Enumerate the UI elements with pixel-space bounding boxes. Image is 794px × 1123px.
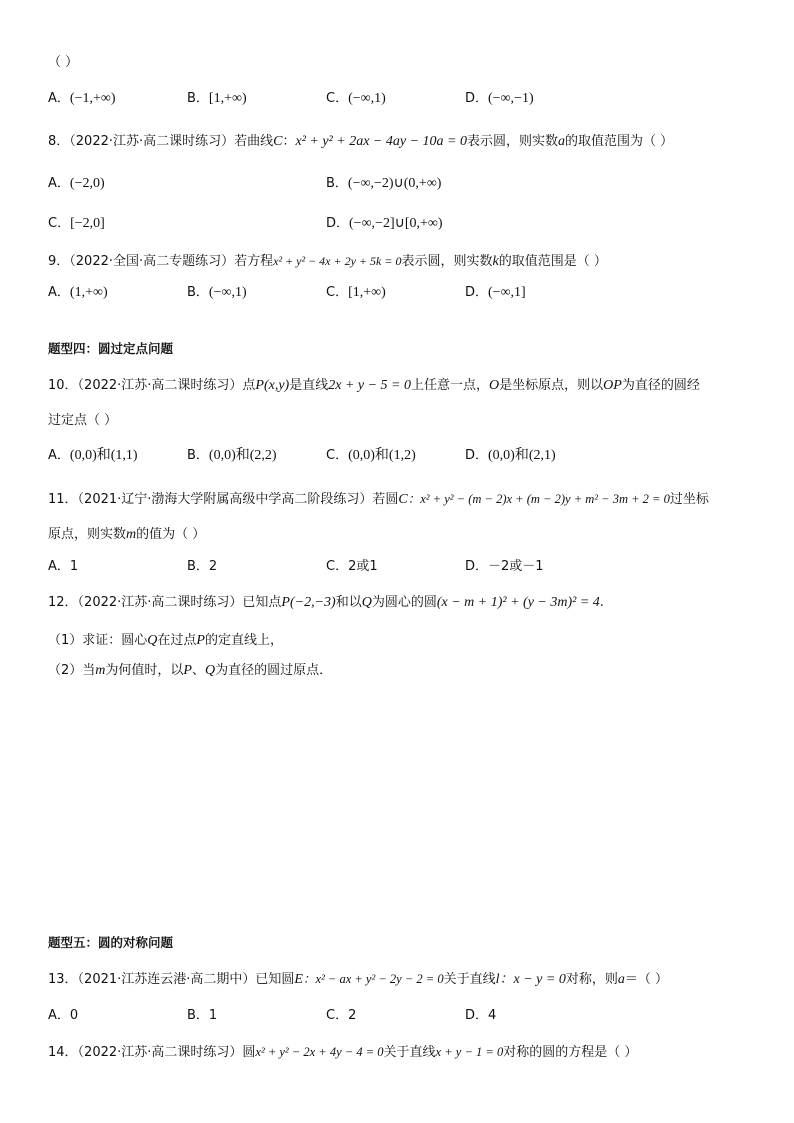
section-heading-5: 题型五：圆的对称问题 bbox=[48, 935, 174, 950]
q13-stem bbox=[48, 970, 668, 989]
q8-prefix: 8．（2022·江苏·高二课时练习）若曲线 bbox=[48, 134, 274, 149]
q9-suffix: 的取值范围是（ ） bbox=[498, 254, 607, 269]
option-value: (−∞,1) bbox=[348, 91, 386, 106]
option-key: A． bbox=[48, 1008, 70, 1023]
option-key: B． bbox=[187, 559, 209, 574]
option-b bbox=[187, 1007, 217, 1025]
option-c bbox=[326, 447, 416, 465]
q11-stem-line2 bbox=[48, 526, 205, 544]
q12-end: . bbox=[599, 595, 604, 610]
option-key: C． bbox=[326, 1008, 349, 1023]
option-a bbox=[48, 447, 138, 465]
option-a bbox=[48, 175, 105, 193]
option-value: (1,+∞) bbox=[69, 285, 108, 300]
option-d bbox=[465, 1007, 496, 1025]
option-key: C． bbox=[326, 559, 349, 574]
option-key: C． bbox=[326, 91, 349, 106]
q10-mid2: 上任意一点， bbox=[411, 378, 490, 393]
option-b bbox=[187, 284, 247, 302]
option-c bbox=[326, 558, 378, 576]
option-value: (−∞,1] bbox=[488, 285, 526, 300]
q9-stem bbox=[48, 252, 607, 271]
option-value: 1 bbox=[208, 1008, 218, 1023]
option-key: D． bbox=[326, 216, 350, 231]
q10-stem bbox=[48, 377, 700, 395]
option-value: [1,+∞) bbox=[208, 91, 247, 106]
option-value: (−∞,−2)∪(0,+∞) bbox=[347, 176, 442, 191]
q11-prefix: 11．（2021·辽宁·渤海大学附属高级中学高二阶段练习）若圆 bbox=[48, 492, 399, 507]
option-b bbox=[187, 90, 247, 108]
q13-suffix: ＝（ ） bbox=[624, 972, 668, 987]
q14-mid: 关于直线 bbox=[383, 1045, 436, 1060]
question-paren: （ ） bbox=[48, 55, 79, 70]
option-key: B． bbox=[187, 1008, 209, 1023]
q8-mid: 表示圆，则实数 bbox=[466, 134, 558, 149]
q11-equation: ：x² + y² − (m − 2)x + (m − 2)y + m² − 3m + 2 = 0 bbox=[407, 492, 670, 506]
option-value: (−2,0) bbox=[69, 176, 105, 191]
q9-prefix: 9．（2022·全国·高二专题练习）若方程 bbox=[48, 254, 274, 269]
q10-suffix: 为直径的圆经 bbox=[621, 378, 700, 393]
q12-mid: 和以 bbox=[335, 595, 362, 610]
option-d bbox=[326, 215, 443, 233]
q14-equation: x² + y² − 2x + 4y − 4 = 0 bbox=[255, 1045, 384, 1059]
q12-mid2: 为圆心的圆 bbox=[371, 595, 437, 610]
q12-sub2a: （2）当 bbox=[48, 663, 96, 678]
q12-sub2m: m bbox=[95, 663, 106, 678]
option-key: D． bbox=[465, 1008, 489, 1023]
option-key: A． bbox=[48, 559, 70, 574]
q11-m: m bbox=[126, 527, 137, 542]
q13-equation: ：x² − ax + y² − 2y − 2 = 0 bbox=[302, 972, 444, 986]
option-c bbox=[326, 284, 386, 302]
q11-suffix: 过坐标 bbox=[669, 492, 709, 507]
option-value: (−∞,1) bbox=[208, 285, 247, 300]
option-b bbox=[187, 558, 217, 576]
option-c bbox=[326, 90, 386, 108]
option-value: 1 bbox=[69, 559, 79, 574]
option-value: (0,0)和(2,2) bbox=[208, 448, 277, 463]
q9-var: k bbox=[492, 254, 499, 269]
q8-equation: x² + y² + 2ax − 4ay − 10a = 0 bbox=[295, 134, 467, 149]
option-d bbox=[465, 90, 534, 108]
option-key: B． bbox=[187, 285, 209, 300]
option-value: 2 bbox=[208, 559, 218, 574]
option-d bbox=[465, 284, 526, 302]
q8-var2: a bbox=[558, 134, 565, 149]
q8-var: C bbox=[273, 134, 283, 149]
option-value: (−1,+∞) bbox=[69, 91, 116, 106]
q12-sub1c: 的定直线上， bbox=[204, 633, 283, 648]
q12-stem bbox=[48, 594, 604, 612]
option-value: [−2,0] bbox=[70, 216, 105, 231]
q12-sub1 bbox=[48, 632, 283, 650]
option-b bbox=[187, 447, 277, 465]
option-c bbox=[326, 1007, 356, 1025]
q13-e: E bbox=[294, 972, 303, 987]
q11-line2b: 的值为（ ） bbox=[136, 527, 206, 542]
option-key: B． bbox=[187, 448, 209, 463]
q13-mid2: 对称，则 bbox=[565, 972, 618, 987]
q12-prefix: 12．（2022·江苏·高二课时练习）已知点 bbox=[48, 595, 282, 610]
q10-mid: 是直线 bbox=[289, 378, 329, 393]
option-key: A． bbox=[48, 285, 70, 300]
q12-q: Q bbox=[361, 595, 372, 610]
option-key: B． bbox=[187, 91, 209, 106]
option-value: －2或－1 bbox=[488, 559, 544, 574]
q8-colon: ： bbox=[282, 134, 296, 149]
option-key: D． bbox=[465, 91, 489, 106]
option-a bbox=[48, 1007, 78, 1025]
option-a bbox=[48, 558, 78, 576]
q11-stem bbox=[48, 490, 709, 509]
q12-equation: (x − m + 1)² + (y − 3m)² = 4 bbox=[436, 595, 600, 610]
option-key: D． bbox=[465, 285, 489, 300]
option-value: 0 bbox=[69, 1008, 79, 1023]
q13-l: l bbox=[495, 972, 500, 987]
q13-line: ：x − y = 0 bbox=[499, 972, 566, 987]
q14-line: x + y − 1 = 0 bbox=[435, 1045, 504, 1059]
option-value: (0,0)和(1,2) bbox=[348, 448, 416, 463]
option-value: (0,0)和(2,1) bbox=[488, 448, 556, 463]
q12-point: P(−2,−3) bbox=[281, 595, 336, 610]
option-key: C． bbox=[326, 448, 349, 463]
option-key: D． bbox=[465, 448, 489, 463]
q13-a: a bbox=[617, 972, 625, 987]
q8-stem bbox=[48, 133, 673, 151]
option-key: A． bbox=[48, 176, 70, 191]
q12-sub2p: P bbox=[183, 663, 192, 678]
q10-op: OP bbox=[603, 378, 622, 393]
option-key: C． bbox=[48, 216, 71, 231]
q13-prefix: 13．（2021·江苏连云港·高二期中）已知圆 bbox=[48, 972, 295, 987]
option-a bbox=[48, 90, 116, 108]
option-d bbox=[465, 447, 556, 465]
option-b bbox=[326, 175, 441, 193]
q12-sub1a: （1）求证：圆心 bbox=[48, 633, 148, 648]
option-a bbox=[48, 284, 108, 302]
q9-mid: 表示圆，则实数 bbox=[401, 254, 493, 269]
q10-prefix: 10．（2022·江苏·高二课时练习）点 bbox=[48, 378, 256, 393]
q12-sub1b: 在过点 bbox=[157, 633, 197, 648]
q13-mid: 关于直线 bbox=[443, 972, 496, 987]
option-value: (0,0)和(1,1) bbox=[69, 448, 138, 463]
q12-sub2 bbox=[48, 662, 332, 680]
option-key: B． bbox=[326, 176, 348, 191]
q10-point: P(x,y) bbox=[255, 378, 290, 393]
option-value: 2或1 bbox=[348, 559, 378, 574]
q10-mid3: 是坐标原点，则以 bbox=[499, 378, 604, 393]
option-key: D． bbox=[465, 559, 489, 574]
q10-line: 2x + y − 5 = 0 bbox=[328, 378, 412, 393]
q8-suffix: 的取值范围为（ ） bbox=[565, 134, 674, 149]
q11-line2a: 原点，则实数 bbox=[48, 527, 127, 542]
q10-origin: O bbox=[489, 378, 500, 393]
q12-sub1p: P bbox=[196, 633, 205, 648]
option-value: 2 bbox=[348, 1008, 357, 1023]
q14-suffix: 对称的圆的方程是（ ） bbox=[503, 1045, 638, 1060]
q14-stem bbox=[48, 1043, 637, 1062]
q14-prefix: 14．（2022·江苏·高二课时练习）圆 bbox=[48, 1045, 256, 1060]
option-key: C． bbox=[326, 285, 349, 300]
q12-sub2q: Q bbox=[205, 663, 216, 678]
q12-sub2b: 为何值时，以 bbox=[105, 663, 184, 678]
option-key: A． bbox=[48, 91, 70, 106]
q12-sub1q: Q bbox=[147, 633, 158, 648]
option-value: (−∞,−2]∪[0,+∞) bbox=[349, 216, 443, 231]
q10-stem-line2: 过定点（ ） bbox=[48, 413, 118, 428]
option-d bbox=[465, 558, 544, 576]
option-value: (−∞,−1) bbox=[488, 91, 534, 106]
section-heading-4: 题型四：圆过定点问题 bbox=[48, 341, 174, 356]
q12-sub2d: 为直径的圆过原点． bbox=[215, 663, 333, 678]
q12-sub2c: 、 bbox=[191, 663, 205, 678]
q11-circle: C bbox=[398, 492, 408, 507]
option-value: [1,+∞) bbox=[348, 285, 386, 300]
option-value: 4 bbox=[488, 1008, 497, 1023]
option-key: A． bbox=[48, 448, 70, 463]
q9-equation: x² + y² − 4x + 2y + 5k = 0 bbox=[273, 254, 402, 268]
option-c bbox=[48, 215, 105, 233]
